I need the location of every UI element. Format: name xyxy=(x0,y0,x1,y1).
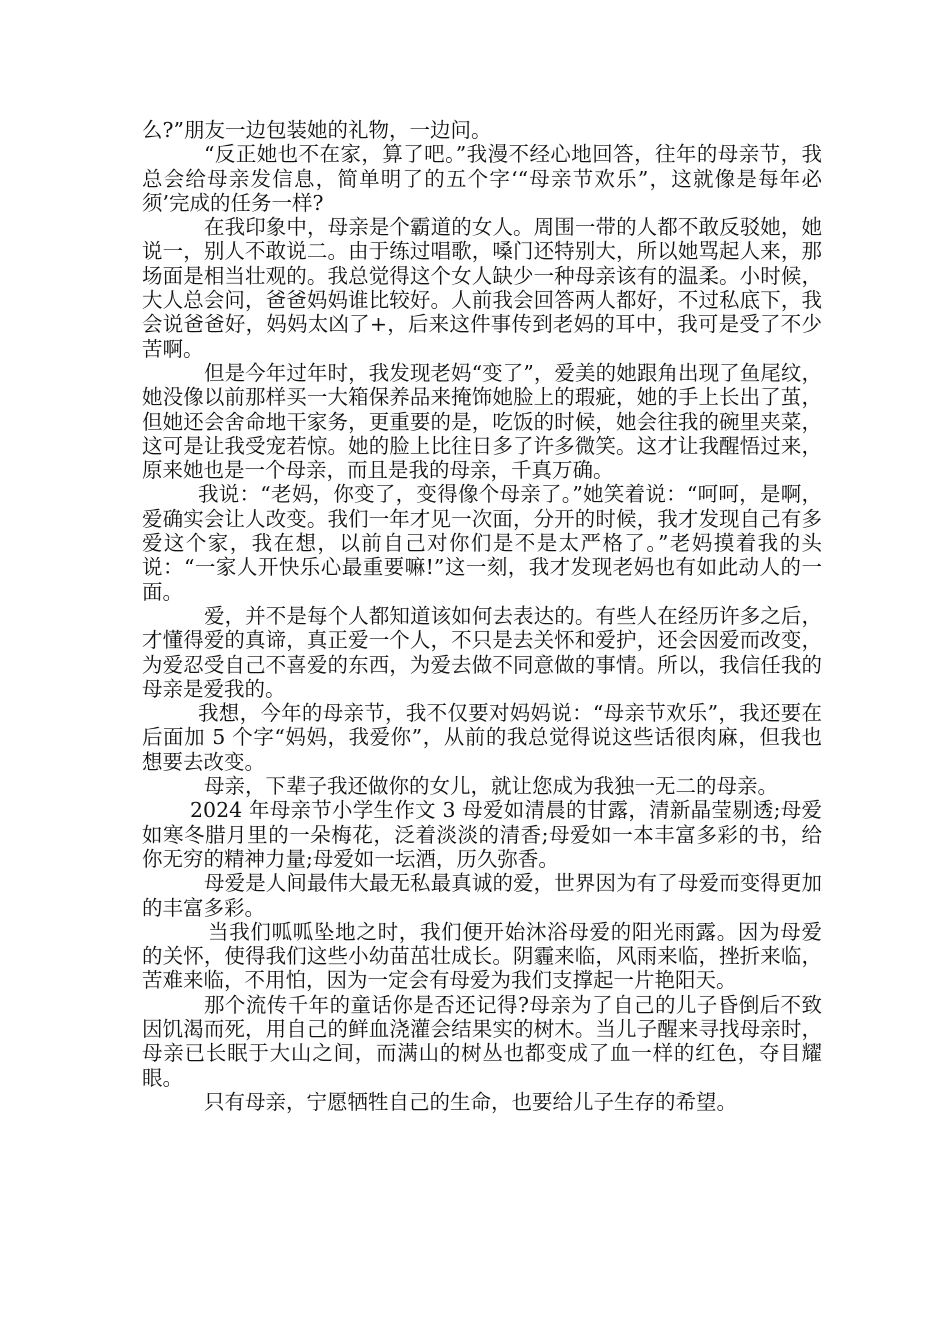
paragraph-6: 爱，并不是每个人都知道该如何去表达的。有些人在经历许多之后，才懂得爱的真谛，真正爱一个人，不只是去关怀和爱护，还会因爱而改变，为爱忍受自己不喜爱的东西，为爱去做不同意做的事情。所以，我信任我的母亲是爱我的。 xyxy=(142,603,822,701)
paragraph-7: 我想，今年的母亲节，我不仅要对妈妈说：“母亲节欢乐”，我还要在后面加 5 个字“妈妈，我爱你”，从前的我总觉得说这些话很肉麻，但我也想要去改变。 xyxy=(142,701,822,774)
paragraph-9: 2024 年母亲节小学生作文 3 母爱如清晨的甘露，清新晶莹剔透;母爱如寒冬腊月里的一朵梅花，泛着淡淡的清香;母爱如一本丰富多彩的书，给你无穷的精神力量;母爱如一坛酒，历久弥香。 xyxy=(142,798,822,871)
paragraph-11: 当我们呱呱坠地之时，我们便开始沐浴母爱的阳光雨露。因为母爱的关怀，使得我们这些小幼苗茁壮成长。阴霾来临，风雨来临，挫折来临，苦难来临，不用怕，因为一定会有母爱为我们支撑起一片艳阳天。 xyxy=(142,919,822,993)
paragraph-1: 么?”朋友一边包装她的礼物，一边问。 xyxy=(142,118,492,142)
paragraph-2: “反正她也不在家，算了吧。”我漫不经心地回答，往年的母亲节，我总会给母亲发信息，简单明了的五个字‘“母亲节欢乐”，这就像是每年必须’完成的任务一样? xyxy=(142,142,822,215)
document-body xyxy=(142,118,822,1114)
paragraph-3: 在我印象中，母亲是个霸道的女人。周围一带的人都不敢反驳她，她说一，别人不敢说二。由于练过唱歌，嗓门还特别大，所以她骂起人来，那场面是相当壮观的。我总觉得这个女人缺少一种母亲该有的温柔。小时候，大人总会问，爸爸妈妈谁比较好。人前我会回答两人都好，不过私底下，我会说爸爸好，妈妈太凶了+，后来这件事传到老妈的耳中，我可是受了不少苦啊。 xyxy=(142,215,822,361)
paragraph-12: 那个流传千年的童话你是否还记得?母亲为了自己的儿子昏倒后不致因饥渴而死，用自己的鲜血浇灌会结果实的树木。当儿子醒来寻找母亲时，母亲已长眠于大山之间，而满山的树丛也都变成了血一样的红色，夺目耀眼。 xyxy=(142,992,822,1090)
paragraph-13: 只有母亲，宁愿牺牲自己的生命，也要给儿子生存的希望。 xyxy=(204,1089,737,1114)
paragraph-8: 母亲，下辈子我还做你的女儿，就让您成为我独一无二的母亲。 xyxy=(204,774,778,799)
paragraph-5: 我说：“老妈，你变了，变得像个母亲了。”她笑着说：“呵呵，是啊，爱确实会让人改变。我们一年才见一次面，分开的时候，我才发现自己有多爱这个家，我在想，以前自己对你们是不是太严格了。”老妈摸着我的头说：“一家人开快乐心最重要嘛!”这一刻，我才发现老妈也有如此动人的一面。 xyxy=(142,482,822,604)
paragraph-4: 但是今年过年时，我发现老妈“变了”，爱美的她跟角出现了鱼尾纹，她没像以前那样买一大箱保养品来掩饰她脸上的瑕疵，她的手上长出了茧，但她还会舍命地干家务，更重要的是，吃饭的时候，她会往我的碗里夹菜，这可是让我受宠若惊。她的脸上比往日多了许多微笑。这才让我醒悟过来，原来她也是一个母亲，而且是我的母亲，千真万确。 xyxy=(142,360,822,483)
paragraph-10: 母爱是人间最伟大最无私最真诚的爱，世界因为有了母爱而变得更加的丰富多彩。 xyxy=(142,871,822,920)
